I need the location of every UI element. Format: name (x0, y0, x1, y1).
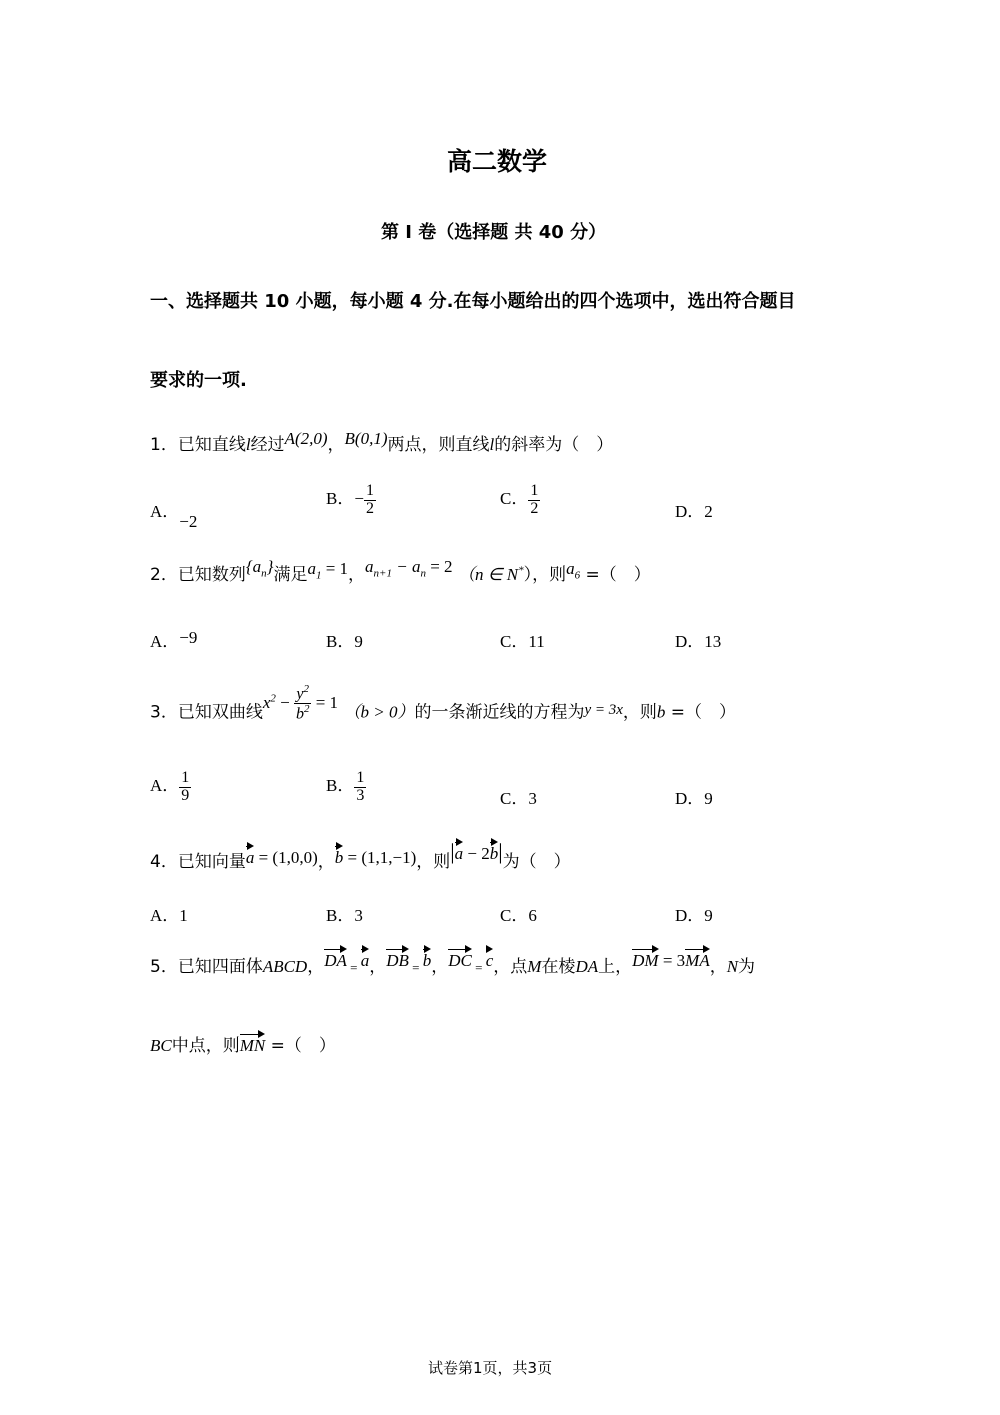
question-text: ， (709, 957, 727, 977)
page-title: 高二数学 (447, 147, 548, 176)
math-condition-2 (365, 557, 453, 580)
math-text: y (296, 685, 304, 703)
question-text: =（ ） (265, 1036, 336, 1056)
math-text: {a (245, 557, 262, 576)
math-text: a (307, 559, 316, 578)
q1-option-c[interactable] (500, 483, 540, 518)
question-number: 5． (150, 957, 178, 977)
question-number: 1． (150, 435, 178, 455)
q4-option-b[interactable] (326, 901, 363, 926)
question-text: 在棱 (541, 957, 576, 977)
option-value: 9 (354, 632, 363, 651)
math-text: = (346, 960, 361, 975)
fraction-numerator: 1 (365, 482, 374, 499)
option-fraction (364, 483, 376, 518)
math-magnitude (450, 839, 503, 864)
math-sup: 2 (270, 692, 276, 704)
q3-option-c[interactable] (500, 784, 537, 809)
question-text: 已知直线 (177, 435, 246, 455)
math-text: − 2 (463, 844, 490, 863)
q1-option-b[interactable] (326, 483, 376, 518)
q3-option-b[interactable] (326, 770, 366, 805)
option-value: −9 (179, 628, 198, 647)
math-sup: 2 (303, 703, 310, 716)
math-text: = 3 (658, 951, 686, 970)
q1-option-d[interactable] (675, 497, 713, 522)
question-text: =（ ） (665, 702, 737, 723)
math-text: = (1,0,0) (254, 848, 318, 867)
option-value: 13 (704, 632, 722, 651)
q3-option-d[interactable] (675, 784, 713, 809)
math-sub: n (261, 567, 267, 580)
math-domain (458, 565, 524, 584)
q3-option-a[interactable] (150, 770, 191, 805)
section-header: 第 I 卷（选择题 共 40 分） (381, 222, 607, 243)
q2-option-b[interactable] (326, 627, 363, 652)
q2-option-a[interactable] (150, 627, 197, 652)
math-text: − a (391, 557, 421, 576)
math-fraction (294, 684, 312, 723)
question-2 (150, 557, 651, 587)
page-footer: 试卷第1页，共3页 (428, 1359, 553, 1377)
math-abcd: ABCD (262, 957, 308, 976)
option-label: B． (326, 776, 355, 796)
math-condition-1 (307, 559, 349, 582)
math-text: x (262, 692, 271, 712)
option-label: B． (326, 906, 355, 925)
option-value: 9 (704, 906, 713, 925)
fraction-numerator: 1 (181, 769, 190, 786)
math-point-m: M (527, 957, 542, 976)
question-1 (150, 430, 613, 455)
math-sub: n (420, 567, 426, 580)
question-3 (150, 683, 737, 734)
q4-option-d[interactable] (675, 901, 713, 926)
question-text: ，点 (493, 957, 528, 977)
option-value: 3 (528, 789, 537, 808)
math-vector-b-def (335, 848, 417, 868)
q2-option-c[interactable] (500, 627, 545, 652)
option-fraction (354, 770, 366, 805)
vector-dc: DC (448, 951, 472, 970)
question-text: 两点，则直线 (387, 435, 490, 455)
math-b: b (656, 702, 666, 722)
math-point-b: B(0,1) (344, 429, 388, 448)
question-text: ， (369, 957, 387, 977)
option-value: 1 (179, 906, 188, 925)
option-label: A． (150, 906, 180, 925)
question-number: 2． (150, 565, 178, 585)
math-sub: n+1 (373, 567, 392, 580)
question-text: 已知数列 (177, 565, 246, 585)
option-value: 6 (528, 906, 537, 925)
vector-c: c (485, 951, 494, 970)
math-point-a: A(2,0) (284, 429, 328, 448)
math-hyperbola (262, 683, 339, 723)
math-text: = 1 (311, 692, 339, 712)
question-text: 已知四面体 (177, 957, 263, 977)
vector-b: b (334, 848, 344, 867)
option-fraction (179, 770, 191, 805)
math-sup: 2 (303, 683, 310, 696)
question-text: ， (348, 565, 366, 585)
fraction-numerator: 1 (356, 769, 365, 786)
question-text: 已知向量 (177, 852, 246, 872)
vector-ma: MA (685, 951, 710, 970)
math-asymptote: y = 3x (584, 701, 623, 718)
math-text: b (295, 705, 304, 723)
math-condition: （b > 0） (343, 702, 415, 722)
vector-b: b (422, 951, 432, 970)
option-value: 2 (704, 502, 713, 521)
option-label: D． (675, 906, 705, 925)
option-label: B． (326, 489, 355, 509)
question-text: 为 (738, 957, 756, 977)
vector-dm: DM (632, 951, 659, 970)
option-label: A． (150, 776, 180, 796)
option-value: −2 (179, 512, 198, 531)
math-text: （n ∈ N (457, 565, 519, 584)
option-label: C． (500, 789, 529, 808)
math-sequence (245, 557, 274, 580)
math-edge-da: DA (575, 957, 599, 976)
option-label: C． (500, 906, 529, 925)
option-label: C． (500, 489, 529, 509)
math-text: a (365, 557, 374, 576)
vector-a: a (454, 844, 464, 863)
question-text: ），则 (523, 565, 567, 585)
vector-mn: MN (239, 1036, 266, 1055)
vector-db: DB (386, 951, 409, 970)
vector-a: a (360, 951, 370, 970)
question-text: 满足 (273, 565, 308, 585)
math-text: = (1,1,−1) (343, 848, 417, 867)
fraction-numerator (294, 684, 311, 704)
question-5 (150, 952, 755, 977)
question-text: ， (431, 957, 449, 977)
math-a6 (566, 559, 581, 582)
question-text: =（ ） (580, 565, 651, 585)
question-text: ， (307, 957, 325, 977)
option-label: C． (500, 632, 529, 651)
math-text: a (566, 559, 575, 578)
question-text: ，则 (416, 852, 451, 872)
math-text: | (450, 839, 455, 864)
question-text: 的一条渐近线的方程为 (414, 702, 585, 723)
math-text: | (498, 839, 503, 864)
instruction-line-1: 一、选择题共 10 小题，每小题 4 分.在每小题给出的四个选项中，选出符合题目 (150, 291, 796, 312)
math-point-n: N (726, 957, 739, 976)
option-label: A． (150, 502, 180, 521)
question-text: ， (327, 435, 345, 455)
vector-b: b (489, 844, 499, 863)
question-text: 上， (598, 957, 633, 977)
option-value: 11 (528, 632, 545, 651)
option-label: D． (675, 632, 705, 651)
math-text: = 2 (425, 557, 453, 576)
option-value: 3 (354, 906, 363, 925)
q1-option-a[interactable] (150, 497, 198, 531)
question-text: ， (317, 852, 335, 872)
question-number: 4． (150, 852, 178, 872)
question-4 (150, 839, 571, 873)
math-line-l: l (489, 435, 495, 454)
vector-a: a (245, 848, 255, 867)
question-text: ，则 (622, 702, 657, 723)
question-number: 3． (150, 702, 178, 723)
question-text: 中点，则 (171, 1036, 240, 1056)
option-fraction (528, 483, 540, 518)
fraction-denominator: 2 (365, 499, 374, 517)
question-text: 已知双曲线 (177, 702, 263, 723)
math-sup: * (518, 564, 524, 577)
question-text: 经过 (250, 435, 285, 455)
question-text: 的斜率为（ ） (494, 435, 614, 455)
math-edge-bc: BC (150, 1036, 172, 1055)
option-value: 9 (704, 789, 713, 808)
q4-option-c[interactable] (500, 901, 537, 926)
fraction-numerator: 1 (530, 482, 539, 499)
q4-option-a[interactable] (150, 901, 188, 926)
option-sign: − (354, 489, 364, 509)
question-5-line-2 (150, 1031, 336, 1056)
math-text: − (275, 692, 294, 712)
math-sub: 1 (315, 569, 322, 582)
fraction-denominator (294, 704, 312, 723)
question-text: 为（ ） (502, 852, 571, 872)
math-text: } (266, 557, 274, 576)
math-text: = 1 (321, 559, 349, 578)
math-text: = (471, 960, 486, 975)
vector-da: DA (324, 951, 347, 970)
math-line-l: l (245, 435, 251, 454)
option-label: D． (675, 502, 705, 521)
option-label: B． (326, 632, 355, 651)
q2-option-d[interactable] (675, 627, 721, 652)
option-label: A． (150, 632, 180, 651)
instruction-line-2: 要求的一项. (150, 370, 247, 391)
math-sub: 6 (574, 569, 581, 582)
math-vector-a-def (246, 848, 318, 868)
fraction-denominator: 3 (356, 786, 365, 804)
math-text: = (408, 960, 423, 975)
option-label: D． (675, 789, 705, 808)
fraction-denominator: 9 (181, 786, 190, 804)
fraction-denominator: 2 (530, 499, 539, 517)
